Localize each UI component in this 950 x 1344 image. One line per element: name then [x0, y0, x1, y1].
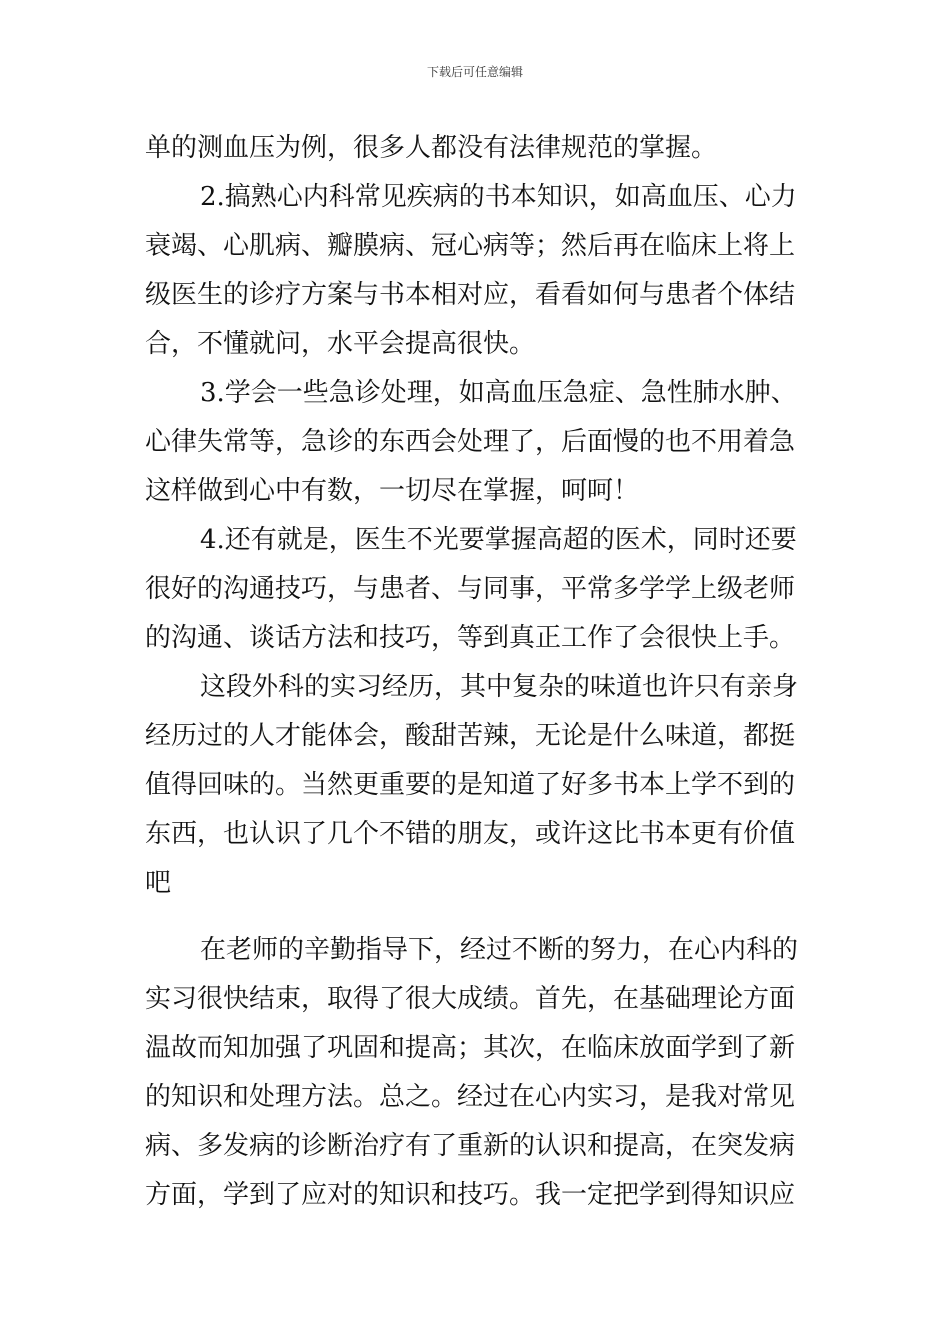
- text-line: 4.还有就是，医生不光要掌握高超的医术，同时还要: [200, 525, 797, 555]
- text-line: 合，不懂就问，水平会提高很快。: [145, 329, 536, 359]
- text-line: 值得回味的。当然更重要的是知道了好多书本上学不到的: [145, 770, 796, 800]
- text-line: 实习很快结束，取得了很大成绩。首先，在基础理论方面: [145, 984, 796, 1014]
- text-line: 2.搞熟心内科常见疾病的书本知识，如高血压、心力: [200, 182, 797, 212]
- text-line: 在老师的辛勤指导下，经过不断的努力，在心内科的: [200, 935, 799, 965]
- page-header: 下载后可任意编辑: [426, 65, 523, 79]
- text-line: 温故而知加强了巩固和提高；其次，在临床放面学到了新: [145, 1033, 796, 1063]
- text-line: 经历过的人才能体会，酸甜苦辣，无论是什么味道，都挺: [145, 721, 796, 751]
- text-line: 病、多发病的诊断治疗有了重新的认识和提高，在突发病: [145, 1131, 796, 1161]
- text-line: 衰竭、心肌病、瓣膜病、冠心病等；然后再在临床上将上: [145, 231, 796, 261]
- text-line: 很好的沟通技巧，与患者、与同事，平常多学学上级老师: [145, 574, 796, 604]
- text-line: 这样做到心中有数，一切尽在掌握，呵呵！: [145, 476, 640, 506]
- text-line: 方面，学到了应对的知识和技巧。我一定把学到得知识应: [145, 1180, 796, 1210]
- document-body: [145, 124, 807, 1220]
- text-line: 东西，也认识了几个不错的朋友，或许这比书本更有价值: [145, 819, 796, 849]
- paragraph-gap: [145, 908, 807, 926]
- text-line: 心律失常等，急诊的东西会处理了，后面慢的也不用着急: [145, 427, 796, 457]
- text-line: 的知识和处理方法。总之。经过在心内实习，是我对常见: [145, 1082, 796, 1112]
- text-line: 这段外科的实习经历，其中复杂的味道也许只有亲身: [200, 672, 799, 702]
- text-line: 3.学会一些急诊处理，如高血压急症、急性肺水肿、: [200, 378, 797, 408]
- text-line: 吧: [145, 868, 172, 898]
- text-line: 单的测血压为例，很多人都没有法律规范的掌握。: [145, 133, 718, 163]
- text-line: 级医生的诊疗方案与书本相对应，看看如何与患者个体结: [145, 280, 796, 310]
- text-line: 的沟通、谈话方法和技巧，等到真正工作了会很快上手。: [145, 623, 796, 653]
